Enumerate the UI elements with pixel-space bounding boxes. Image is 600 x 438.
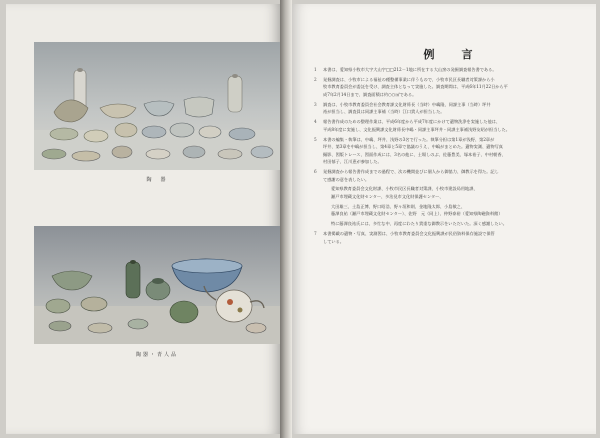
note-number: 7 — [314, 230, 317, 236]
note-text — [323, 118, 576, 133]
note-line: している。 — [323, 238, 344, 244]
note-line: 本書の編集・執筆は、中嶋、坪井、浅野の3名で行った。執筆分担は第1章が浅野、第2章が — [323, 136, 495, 142]
note-number: 4 — [314, 119, 317, 125]
note-number: 1 — [314, 67, 317, 72]
note-line: 成7年2月14日まで、調査面積は約○○㎡である。 — [323, 91, 417, 97]
note-line: て感謝の意を表したい。 — [323, 176, 370, 182]
note-number: 6 — [314, 169, 317, 175]
photo-caption-2: 陶器・青人品 — [135, 352, 178, 358]
note-text — [323, 66, 576, 74]
note-item — [314, 185, 576, 200]
note-item — [314, 136, 576, 166]
pottery-photo-1 — [34, 42, 280, 170]
notes-list — [314, 66, 576, 247]
note-line: 坪井、第3章を中嶋が担当し、第4章と5章で協議のうえ、中嶋がまとめた。遺物実測、遺物写真 — [323, 144, 503, 150]
note-text — [323, 101, 576, 116]
note-line: 愛知県教育委員会文化財課、小牧市民区長職者対策課、小牧市建設局用地課、 — [331, 186, 478, 192]
note-line: 調査は、小牧市教育委員会社会教育課文化財係長（当時）中嶋隆、同課主事（当時）坪井 — [323, 101, 491, 107]
note-text — [323, 230, 576, 245]
note-line: 裕が担当し、調査員は同課主事補（当時）江口貴人が担当した。 — [323, 109, 445, 115]
note-item — [314, 76, 576, 99]
note-line: 撮影、図版トレース、図面作成には、3名の他に、土場しのぶ、佐藤豊美、塚本裕子、中村朝香、 — [323, 151, 506, 157]
note-item — [314, 230, 576, 245]
note-line: 発掘調査は、小牧市による福祉の種整備事業に伴うもので、小牧市民区長職者対策課から小 — [323, 76, 495, 82]
note-line: 瀬戸市埋蔵文化財センター、多治見市文化財保護センター、 — [331, 194, 444, 200]
note-number: 3 — [314, 101, 317, 107]
note-text — [323, 203, 576, 218]
note-item — [314, 168, 576, 183]
note-line: 村田郁子、江川恵が参加した。 — [323, 159, 382, 165]
note-line: 藤澤良祐（瀬戸市埋蔵文化財センター）、佐野 元（同上）、仲野泰裕（愛知県陶磁資料館） — [331, 211, 503, 217]
left-page — [6, 4, 280, 434]
note-text — [323, 76, 576, 99]
note-item — [314, 118, 576, 133]
note-line: 大田雄三、土島正博、野口昭浩、野々垣和則、金地隆太郎、小島敏之、 — [331, 203, 466, 209]
book-gutter — [280, 0, 292, 438]
note-item — [314, 101, 576, 116]
note-line: 平成8年度に実施し、文化振興課文化財係長中嶋・同課主事坪井・同課主事補浅野友昭が担当した。 — [323, 126, 510, 132]
right-page — [292, 4, 596, 434]
page-title: 例 言 — [423, 48, 481, 61]
note-item — [314, 203, 576, 218]
note-line: 報告書作成のための整理作業は、平成6年度から平成7年度にかけて遺物洗浄を実施した他は、 — [323, 119, 501, 125]
note-text — [323, 168, 576, 183]
note-line: 牧市教育委員会が委託を受け、調査主体となって実施した。調査期間は、平成6年11月22日から平 — [323, 84, 508, 90]
note-number: 2 — [314, 76, 317, 82]
note-text — [323, 220, 576, 228]
photo-caption-1: 陶 器 — [146, 177, 168, 183]
note-number: 5 — [314, 136, 317, 142]
note-line: 本書掲載の遺物・写真、実測図は、小牧市教育委員会文化振興課が民俗資料保存施設で保管 — [323, 230, 495, 236]
note-text — [323, 185, 576, 200]
note-text — [323, 136, 576, 166]
note-line: 特に藤澤良祐氏には、多忙な中、再度にわたり貴重な御教示をいただいた。深く感謝したい。 — [331, 221, 507, 227]
note-item — [314, 220, 576, 228]
pottery-photo-2 — [34, 226, 280, 344]
note-line: 発掘調査から報告書作成までの過程で、次の機関並びに個人から御協力、御教示を得た。記し — [323, 169, 499, 175]
note-line: 本書は、愛知県小牧市大字大山字□□212－1地に所在する大山窯の発掘調査報告書である。 — [323, 67, 497, 72]
note-item — [314, 66, 576, 74]
